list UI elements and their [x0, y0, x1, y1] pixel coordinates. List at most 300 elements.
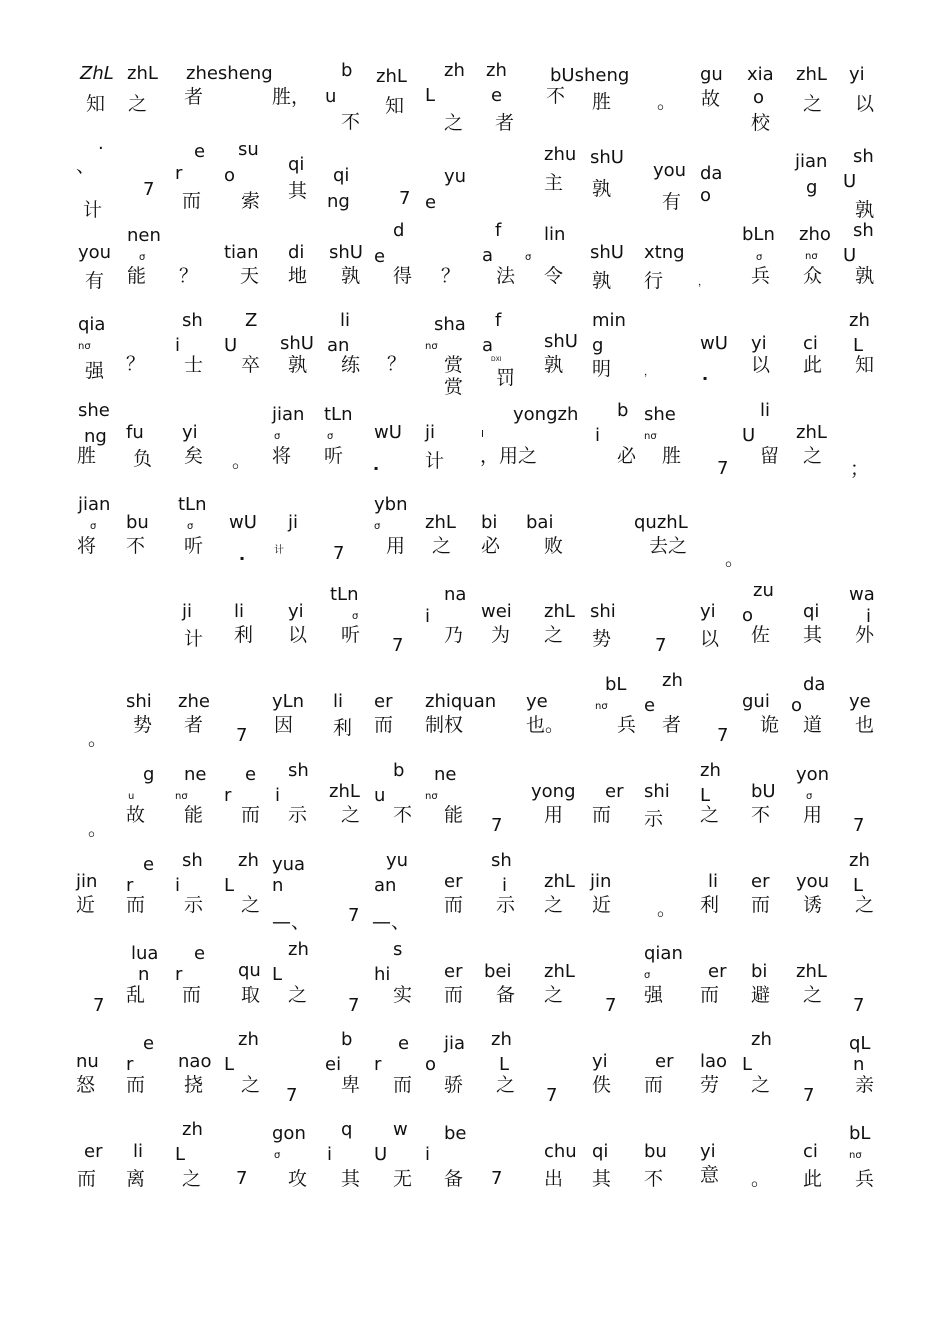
- hanzi-text: —、: [372, 911, 411, 933]
- pinyin-text: er: [708, 961, 727, 982]
- hanzi-text: 佚: [592, 1074, 612, 1096]
- hanzi-text: 近: [76, 894, 96, 916]
- hanzi-text: 众: [803, 265, 823, 287]
- pinyin-text: r: [126, 1054, 134, 1075]
- hanzi-text: 用: [803, 804, 823, 826]
- pinyin-text: r: [374, 1054, 382, 1075]
- pinyin-text: e: [398, 1033, 410, 1054]
- tone-mark: σ: [327, 431, 334, 442]
- pinyin-text: 7: [491, 815, 503, 836]
- pinyin-text: ne: [434, 764, 457, 785]
- hanzi-text: 不: [546, 85, 566, 107]
- pinyin-text: jian: [272, 404, 305, 425]
- pinyin-text: she: [78, 400, 110, 421]
- hanzi-text: 以: [288, 624, 308, 646]
- pinyin-text: zh: [288, 939, 309, 960]
- pinyin-text: sh: [182, 310, 203, 331]
- tone-mark: σ: [274, 1150, 281, 1161]
- pinyin-text: zu: [753, 580, 774, 601]
- pinyin-text: sh: [182, 850, 203, 871]
- tone-mark: nσ: [425, 341, 438, 352]
- hanzi-text: 之: [544, 624, 564, 646]
- hanzi-text: 近: [592, 894, 612, 916]
- hanzi-text: 之: [341, 804, 361, 826]
- pinyin-text: yongzh: [513, 404, 579, 425]
- pinyin-text: 7: [546, 1085, 558, 1106]
- pinyin-text: ci: [803, 333, 818, 354]
- pinyin-text: 7: [348, 905, 360, 926]
- hanzi-text: 去之: [649, 535, 688, 557]
- hanzi-text: 备: [444, 1168, 464, 1190]
- pinyin-text: jian: [795, 151, 828, 172]
- pinyin-text: quzhL: [634, 512, 688, 533]
- hanzi-text: 索: [241, 190, 261, 212]
- hanzi-text: 利: [700, 894, 720, 916]
- pinyin-text: tLn: [178, 494, 207, 515]
- pinyin-text: yu: [386, 850, 409, 871]
- hanzi-text: 败: [544, 535, 564, 557]
- hanzi-text: 计: [184, 628, 204, 650]
- pinyin-text: r: [175, 163, 183, 184]
- tone-mark: nσ: [644, 431, 657, 442]
- pinyin-text: shU: [590, 242, 624, 263]
- pinyin-text: zh: [849, 310, 870, 331]
- hanzi-text: 必: [481, 535, 501, 557]
- tone-mark: σ: [90, 521, 97, 532]
- pinyin-text: tLn: [324, 404, 353, 425]
- pinyin-text: 7: [392, 635, 404, 656]
- hanzi-text: 而: [77, 1168, 97, 1190]
- pinyin-text: bu: [644, 1141, 667, 1162]
- pinyin-text: yong: [531, 781, 576, 802]
- pinyin-text: g: [592, 335, 604, 356]
- pinyin-text: zh: [700, 760, 721, 781]
- pinyin-text: zhL: [376, 66, 407, 87]
- hanzi-text: 听: [324, 445, 344, 467]
- hanzi-text: 怒: [76, 1074, 96, 1096]
- pinyin-text: qi: [592, 1141, 609, 1162]
- pinyin-text: zhL: [425, 512, 456, 533]
- hanzi-text: 出: [544, 1168, 564, 1190]
- pinyin-text: qi: [803, 601, 820, 622]
- pinyin-text: li: [234, 601, 245, 622]
- pinyin-text: e: [374, 246, 386, 267]
- hanzi-text: 练: [341, 354, 361, 376]
- hanzi-text: 法: [496, 265, 516, 287]
- tone-mark: I: [481, 429, 484, 440]
- pinyin-text: g: [143, 764, 155, 785]
- tone-mark: σ: [374, 521, 381, 532]
- hanzi-text: 而: [592, 804, 612, 826]
- tone-mark: σ: [274, 431, 281, 442]
- pinyin-text: li: [760, 400, 771, 421]
- hanzi-text: 以: [751, 354, 771, 376]
- hanzi-text: 兵: [855, 1168, 875, 1190]
- tone-mark: nσ: [595, 701, 608, 712]
- pinyin-text: a: [482, 335, 494, 356]
- hanzi-text: ？: [179, 265, 199, 287]
- hanzi-text: 者: [184, 714, 204, 736]
- hanzi-text: 因: [274, 714, 294, 736]
- hanzi-text: 主: [544, 172, 564, 194]
- hanzi-text: 者: [662, 714, 682, 736]
- pinyin-text: qia: [78, 314, 106, 335]
- hanzi-text: 示: [496, 894, 516, 916]
- hanzi-text: 胜: [77, 445, 97, 467]
- pinyin-text: zhL: [544, 871, 575, 892]
- hanzi-text: 孰: [855, 265, 875, 287]
- pinyin-text: L: [425, 85, 436, 106]
- pinyin-text: li: [333, 691, 344, 712]
- pinyin-text: bL: [605, 674, 627, 695]
- hanzi-text: 故: [126, 804, 146, 826]
- tone-mark: σ: [644, 970, 651, 981]
- pinyin-text: sha: [434, 314, 466, 335]
- pinyin-text: wei: [481, 601, 512, 622]
- pinyin-text: zhesheng: [186, 63, 273, 84]
- hanzi-text: 此: [803, 1168, 823, 1190]
- pinyin-text: a: [482, 245, 494, 266]
- pinyin-text: xia: [747, 64, 774, 85]
- pinyin-text: nen: [127, 225, 161, 246]
- pinyin-text: bU: [751, 781, 776, 802]
- pinyin-text: gu: [700, 64, 723, 85]
- tone-mark: σ: [187, 521, 194, 532]
- pinyin-text: zhL: [329, 781, 360, 802]
- hanzi-text: 而: [126, 1074, 146, 1096]
- pinyin-text: r: [126, 875, 134, 896]
- hanzi-text: 强: [85, 360, 105, 382]
- pinyin-text: ng: [327, 191, 350, 212]
- pinyin-text: er: [84, 1141, 103, 1162]
- hanzi-text: 其: [288, 180, 308, 202]
- hanzi-text: ？: [441, 265, 461, 287]
- hanzi-text: 之: [544, 984, 564, 1006]
- hanzi-text: 知: [385, 95, 405, 117]
- pinyin-text: 7: [348, 995, 360, 1016]
- hanzi-text: 之: [432, 535, 452, 557]
- pinyin-text: min: [592, 310, 626, 331]
- hanzi-text: 诡: [760, 714, 780, 736]
- pinyin-text: jian: [78, 494, 111, 515]
- pinyin-text: ei: [325, 1054, 342, 1075]
- hanzi-text: 亲: [855, 1074, 875, 1096]
- pinyin-text: d: [393, 220, 405, 241]
- hanzi-text: 。: [88, 728, 108, 750]
- hanzi-text: 外: [855, 624, 875, 646]
- hanzi-text: 之: [803, 984, 823, 1006]
- hanzi-text: 。: [657, 91, 677, 113]
- pinyin-text: zhu: [544, 144, 577, 165]
- pinyin-text: er: [444, 961, 463, 982]
- pinyin-text: ji: [425, 422, 436, 443]
- pinyin-text: o: [791, 695, 803, 716]
- pinyin-text: na: [444, 584, 467, 605]
- pinyin-text: shU: [544, 331, 578, 352]
- pinyin-text: o: [742, 605, 754, 626]
- pinyin-text: bi: [751, 961, 768, 982]
- pinyin-text: zh: [182, 1119, 203, 1140]
- pinyin-text: ci: [803, 1141, 818, 1162]
- pinyin-text: zho: [799, 224, 831, 245]
- pinyin-text: jia: [444, 1033, 466, 1054]
- pinyin-text: b: [341, 60, 353, 81]
- hanzi-text: 。: [657, 898, 677, 920]
- hanzi-text: 将: [77, 535, 97, 557]
- pinyin-text: bL: [849, 1123, 871, 1144]
- pinyin-text: bai: [526, 512, 554, 533]
- hanzi-text: 示: [184, 894, 204, 916]
- pinyin-text: shi: [644, 781, 670, 802]
- pinyin-text: zhL: [127, 63, 158, 84]
- pinyin-text: sh: [853, 146, 874, 167]
- pinyin-text: L: [853, 875, 864, 896]
- pinyin-text: er: [605, 781, 624, 802]
- hanzi-text: 听: [184, 535, 204, 557]
- pinyin-text: lin: [544, 224, 566, 245]
- tone-mark: σ: [352, 611, 359, 622]
- pinyin-text: L: [700, 785, 711, 806]
- hanzi-text: 而: [374, 714, 394, 736]
- pinyin-text: e: [245, 764, 257, 785]
- pinyin-text: an: [374, 875, 397, 896]
- pinyin-text: o: [753, 87, 765, 108]
- tone-mark: u: [128, 791, 135, 802]
- hanzi-text: 之: [751, 1074, 771, 1096]
- pinyin-text: ye: [526, 691, 548, 712]
- pinyin-text: zh: [486, 60, 507, 81]
- tone-mark: σ: [525, 252, 532, 263]
- pinyin-text: b: [393, 760, 405, 781]
- hanzi-text: 诱: [803, 894, 823, 916]
- hanzi-text: 行: [644, 270, 664, 292]
- stray-mark: DXI: [491, 356, 502, 363]
- pinyin-text: ng: [84, 426, 107, 447]
- hanzi-text: 。: [88, 818, 108, 840]
- pinyin-text: an: [327, 335, 350, 356]
- pinyin-text: da: [803, 674, 826, 695]
- pinyin-text: qL: [849, 1033, 871, 1054]
- hanzi-text: 矣: [184, 445, 204, 467]
- hanzi-text: 而: [751, 894, 771, 916]
- hanzi-text: 胜: [662, 445, 682, 467]
- hanzi-text: 其: [592, 1168, 612, 1190]
- pinyin-text: shU: [590, 147, 624, 168]
- pinyin-text: zh: [238, 1029, 259, 1050]
- pinyin-text: sh: [491, 850, 512, 871]
- pinyin-text: you: [78, 242, 112, 263]
- pinyin-text: 7: [717, 725, 729, 746]
- pinyin-text: yi: [700, 1141, 716, 1162]
- pinyin-text: jin: [590, 871, 612, 892]
- hanzi-text: 而: [444, 984, 464, 1006]
- pinyin-text: L: [175, 1144, 186, 1165]
- hanzi-text: 之: [700, 804, 720, 826]
- hanzi-text: 胜，: [272, 86, 311, 108]
- pinyin-text: er: [444, 871, 463, 892]
- hanzi-text: 也。: [526, 714, 565, 736]
- pinyin-text: ji: [182, 601, 193, 622]
- hanzi-text: 不: [341, 111, 361, 133]
- pinyin-text: shU: [280, 333, 314, 354]
- tone-mark: 计: [274, 545, 284, 556]
- hanzi-text: 之: [803, 445, 823, 467]
- pinyin-text: di: [288, 242, 305, 263]
- pinyin-text: li: [133, 1141, 144, 1162]
- hanzi-text: 知: [855, 354, 875, 376]
- hanzi-text: 用: [386, 535, 406, 557]
- hanzi-text: 孰: [592, 270, 612, 292]
- pinyin-text: i: [175, 335, 181, 356]
- pinyin-text: 7: [286, 1085, 298, 1106]
- hanzi-text: 者: [184, 86, 204, 108]
- pinyin-text: e: [143, 854, 155, 875]
- hanzi-text: 强: [644, 984, 664, 1006]
- pinyin-text: ji: [288, 512, 299, 533]
- hanzi-text: 之: [241, 1074, 261, 1096]
- hanzi-text: 备: [496, 984, 516, 1006]
- pinyin-text: s: [393, 939, 403, 960]
- hanzi-text: 骄: [444, 1074, 464, 1096]
- hanzi-text: 示: [644, 808, 664, 830]
- hanzi-text: 劳: [700, 1074, 720, 1096]
- pinyin-text: 7: [399, 188, 411, 209]
- hanzi-text: 离: [126, 1168, 146, 1190]
- pinyin-text: gon: [272, 1123, 306, 1144]
- pinyin-text: zh: [849, 850, 870, 871]
- pinyin-text: wU: [229, 512, 257, 533]
- pinyin-text: i: [595, 425, 601, 446]
- hanzi-text: 能: [184, 804, 204, 826]
- hanzi-text: 以: [700, 628, 720, 650]
- hanzi-text: 利: [333, 717, 353, 739]
- hanzi-text: 孰: [544, 354, 564, 376]
- pinyin-text: o: [425, 1054, 437, 1075]
- hanzi-text: 卒: [241, 354, 261, 376]
- hanzi-text: 不: [644, 1168, 664, 1190]
- hanzi-text: 攻: [288, 1168, 308, 1190]
- hanzi-text: 而: [700, 984, 720, 1006]
- pinyin-text: zhL: [796, 64, 827, 85]
- pinyin-text: U: [843, 245, 857, 266]
- pinyin-text: zhiquan: [425, 691, 497, 712]
- pinyin-text: U: [843, 171, 857, 192]
- pinyin-text: fu: [126, 422, 144, 443]
- pinyin-text: i: [175, 875, 181, 896]
- pinyin-text: sh: [288, 760, 309, 781]
- tone-mark: nσ: [78, 341, 91, 352]
- pinyin-text: yi: [288, 601, 304, 622]
- pinyin-text: zhL: [544, 601, 575, 622]
- pinyin-text: r: [175, 964, 183, 985]
- pinyin-text: ne: [184, 764, 207, 785]
- hanzi-text: 用: [544, 804, 564, 826]
- pinyin-text: .: [98, 133, 104, 154]
- pinyin-text: g: [806, 177, 818, 198]
- hanzi-text: 而: [444, 894, 464, 916]
- tone-mark: nσ: [805, 251, 818, 262]
- pinyin-text: 7: [333, 543, 345, 564]
- pinyin-text: e: [194, 141, 206, 162]
- pinyin-text: zh: [238, 850, 259, 871]
- hanzi-text: 此: [803, 354, 823, 376]
- hanzi-text: 罚: [496, 367, 516, 389]
- pinyin-text: bUsheng: [550, 65, 630, 86]
- tone-mark: nσ: [849, 1150, 862, 1161]
- hanzi-text: 之: [803, 93, 823, 115]
- hanzi-text: 得: [393, 265, 413, 287]
- pinyin-text: shi: [126, 691, 152, 712]
- pinyin-text: yi: [592, 1051, 608, 1072]
- hanzi-text: 佐: [751, 624, 771, 646]
- hanzi-text: 校: [751, 112, 771, 134]
- hanzi-text: 不: [751, 804, 771, 826]
- pinyin-text: i: [866, 606, 872, 627]
- pinyin-text: lua: [131, 943, 159, 964]
- hanzi-text: 之: [182, 1168, 202, 1190]
- pinyin-text: r: [224, 785, 232, 806]
- pinyin-text: L: [224, 1054, 235, 1075]
- pinyin-text: zhL: [544, 961, 575, 982]
- pinyin-text: 7: [236, 1168, 248, 1189]
- hanzi-text: 。: [725, 548, 745, 570]
- pinyin-text: 7: [236, 725, 248, 746]
- hanzi-text: 兵: [617, 714, 637, 736]
- hanzi-text: 而: [182, 984, 202, 1006]
- hanzi-text: —、: [272, 911, 311, 933]
- pinyin-text: 7: [655, 635, 667, 656]
- pinyin-text: yon: [796, 764, 830, 785]
- hanzi-text: 而: [393, 1074, 413, 1096]
- hanzi-text: 示: [288, 804, 308, 826]
- hanzi-text: ；: [850, 458, 870, 480]
- pinyin-text: yi: [751, 333, 767, 354]
- hanzi-text: 天: [240, 265, 260, 287]
- hanzi-text: 。: [751, 1168, 771, 1190]
- pinyin-text: li: [340, 310, 351, 331]
- pinyin-text: yu: [444, 166, 467, 187]
- pinyin-text: u: [325, 86, 337, 107]
- hanzi-text: 之: [444, 112, 464, 134]
- pinyin-text: bei: [484, 961, 512, 982]
- hanzi-text: 孰: [855, 199, 875, 221]
- hanzi-text: 赏: [444, 376, 464, 398]
- hanzi-text: 负: [133, 448, 153, 470]
- pinyin-text: ZhL: [80, 63, 114, 84]
- pinyin-text: Z: [245, 310, 258, 331]
- pinyin-text: e: [644, 695, 656, 716]
- pinyin-text: L: [742, 1054, 753, 1075]
- pinyin-text: yua: [272, 854, 306, 875]
- pinyin-text: w: [393, 1119, 408, 1140]
- hanzi-text: 不: [126, 535, 146, 557]
- pinyin-text: 7: [803, 1085, 815, 1106]
- pinyin-text: she: [644, 404, 676, 425]
- hanzi-text: 、: [76, 155, 96, 177]
- pinyin-text: er: [655, 1051, 674, 1072]
- hanzi-text: 胜: [592, 91, 612, 113]
- pinyin-text: li: [708, 871, 719, 892]
- pinyin-text: i: [502, 875, 508, 896]
- pinyin-text: sh: [853, 220, 874, 241]
- hanzi-text: 势: [133, 714, 153, 736]
- pinyin-text: e: [425, 192, 437, 213]
- pinyin-text: su: [238, 139, 259, 160]
- hanzi-text: 制权: [425, 714, 464, 736]
- pinyin-text: 7: [717, 458, 729, 479]
- pinyin-text: qian: [644, 943, 683, 964]
- pinyin-text: wU: [700, 333, 728, 354]
